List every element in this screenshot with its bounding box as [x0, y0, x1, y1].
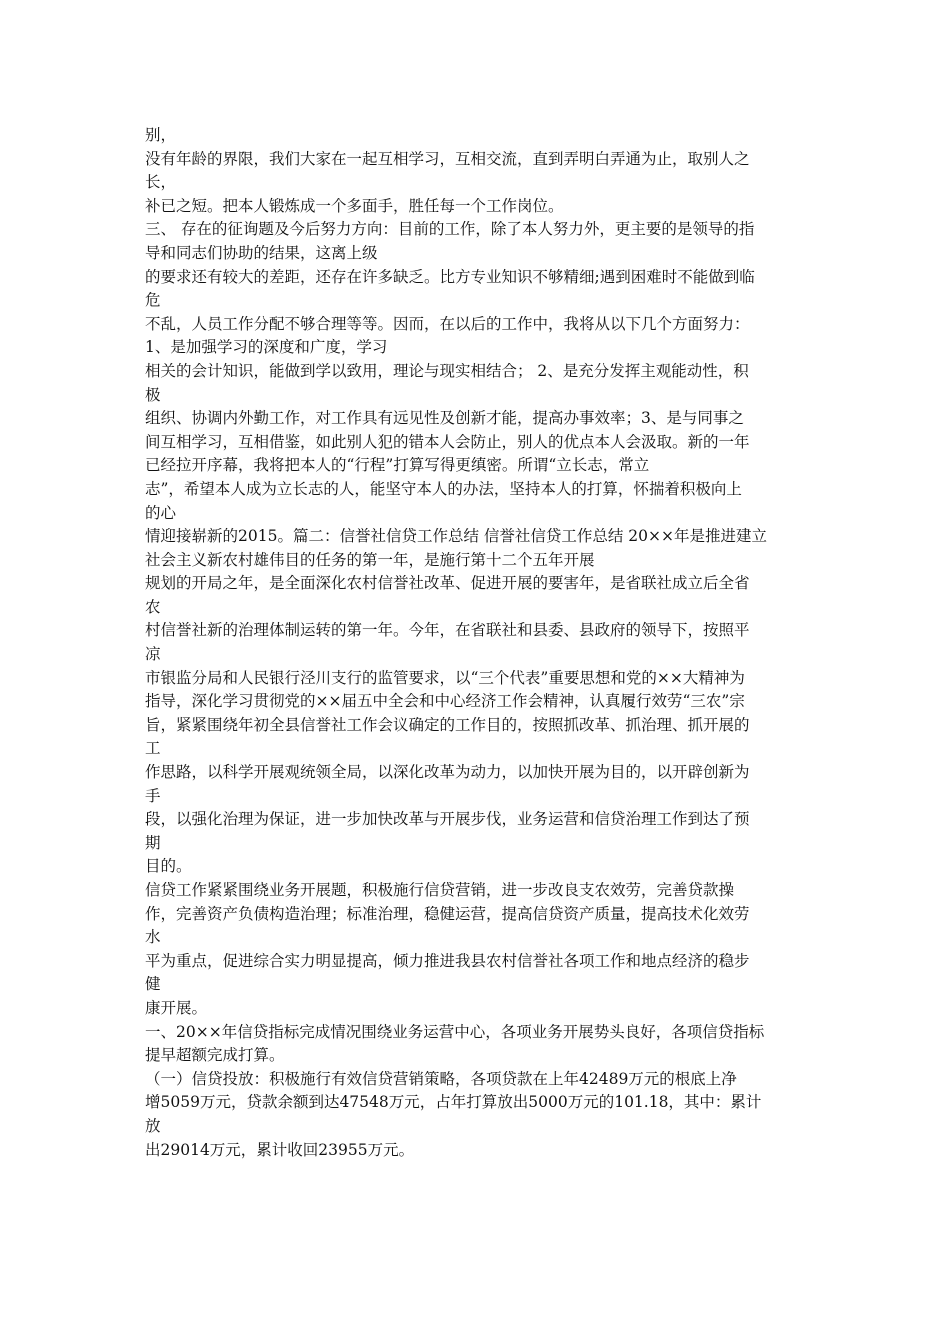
- text-line: 不乱，人员工作分配不够合理等等。因而，在以后的工作中，我将从以下几个方面努力：: [145, 314, 750, 333]
- text-line: 相关的会计知识，能做到学以致用，理论与现实相结合； 2、是充分发挥主观能动性，积: [145, 361, 749, 380]
- text-line: 作思路，以科学开展观统领全局，以深化改革为动力，以加快开展为目的，以开辟创新为: [145, 763, 750, 782]
- text-line: 极: [145, 385, 161, 404]
- text-line: 间互相学习，互相借鉴，如此别人犯的错本人会防止，别人的优点本人会汲取。新的一年: [145, 432, 750, 451]
- text-line: 村信誉社新的治理体制运转的第一年。今年，在省联社和县委、县政府的领导下，按照平: [145, 621, 750, 640]
- text-line: 段，以强化治理为保证，进一步加快改革与开展步伐，业务运营和信贷治理工作到达了预: [145, 810, 750, 829]
- text-line: 三、 存在的征询题及今后努力方向：目前的工作，除了本人努力外，更主要的是领导的指: [145, 220, 755, 239]
- text-line: 康开展。: [145, 998, 208, 1017]
- text-line: 凉: [145, 645, 161, 664]
- text-line: 1、是加强学习的深度和广度，学习: [145, 338, 388, 357]
- text-line: 农: [145, 597, 161, 616]
- text-line: 指导，深化学习贯彻党的××届五中全会和中心经济工作会精神，认真履行效劳“三农”宗: [145, 692, 745, 711]
- text-line: （一）信贷投放：积极施行有效信贷营销策略，各项贷款在上年42489万元的根底上净: [145, 1069, 737, 1088]
- text-line: 志”，希望本人成为立长志的人，能坚守本人的办法，坚持本人的打算，怀揣着积极向上: [145, 479, 742, 498]
- text-line: 手: [145, 786, 161, 805]
- text-line: 没有年龄的界限，我们大家在一起互相学习，互相交流，直到弄明白弄通为止，取别人之: [145, 149, 750, 168]
- text-line: 期: [145, 833, 161, 852]
- text-line: 平为重点，促进综合实力明显提高，倾力推进我县农村信誉社各项工作和地点经济的稳步: [145, 951, 750, 970]
- text-line: 增5059万元，贷款余额到达47548万元，占年打算放出5000万元的101.18，其中：累计: [145, 1093, 762, 1112]
- text-line: 健: [145, 975, 161, 994]
- text-line: 规划的开局之年，是全面深化农村信誉社改革、促进开展的要害年，是省联社成立后全省: [145, 574, 750, 593]
- text-line: 已经拉开序幕，我将把本人的“行程”打算写得更缜密。所谓“立长志，常立: [145, 456, 650, 475]
- text-line: 社会主义新农村雄伟目的任务的第一年，是施行第十二个五年开展: [145, 550, 595, 569]
- text-line: 目的。: [145, 857, 192, 876]
- text-line: 市银监分局和人民银行泾川支行的监管要求，以“三个代表”重要思想和党的××大精神为: [145, 668, 745, 687]
- text-line: 长，: [145, 173, 177, 192]
- text-line: 水: [145, 928, 161, 947]
- text-line: 导和同志们协助的结果，这离上级: [145, 243, 378, 262]
- text-line: 信贷工作紧紧围绕业务开展题，积极施行信贷营销，进一步改良支农效劳，完善贷款操: [145, 881, 735, 899]
- text-line: 出29014万元，累计收回23955万元。: [145, 1140, 415, 1159]
- text-line: 一、20××年信贷指标完成情况围绕业务运营中心，各项业务开展势头良好，各项信贷指标: [145, 1022, 765, 1041]
- text-line: 补已之短。把本人锻炼成一个多面手，胜任每一个工作岗位。: [145, 196, 564, 215]
- text-line: 的心: [145, 503, 177, 522]
- text-line: 工: [145, 739, 161, 758]
- text-line: 组织、协调内外勤工作，对工作具有远见性及创新才能，提高办事效率；3、是与同事之: [145, 409, 744, 428]
- text-line: 的要求还有较大的差距，还存在许多缺乏。比方专业知识不够精细;遇到困难时不能做到临: [145, 267, 755, 286]
- text-line: 旨，紧紧围绕年初全县信誉社工作会议确定的工作目的，按照抓改革、抓治理、抓开展的: [145, 715, 750, 734]
- text-line: 放: [145, 1116, 161, 1135]
- text-line: 作，完善资产负债构造治理；标准治理，稳健运营，提高信贷资产质量，提高技术化效劳: [145, 904, 750, 923]
- text-line: 情迎接崭新的2015。篇二：信誉社信贷工作总结 信誉社信贷工作总结 20××年是推进建立: [145, 527, 768, 546]
- text-line: 别，: [145, 126, 177, 144]
- document-body: [145, 124, 815, 1162]
- text-line: 提早超额完成打算。: [145, 1046, 285, 1065]
- text-line: 危: [145, 291, 161, 310]
